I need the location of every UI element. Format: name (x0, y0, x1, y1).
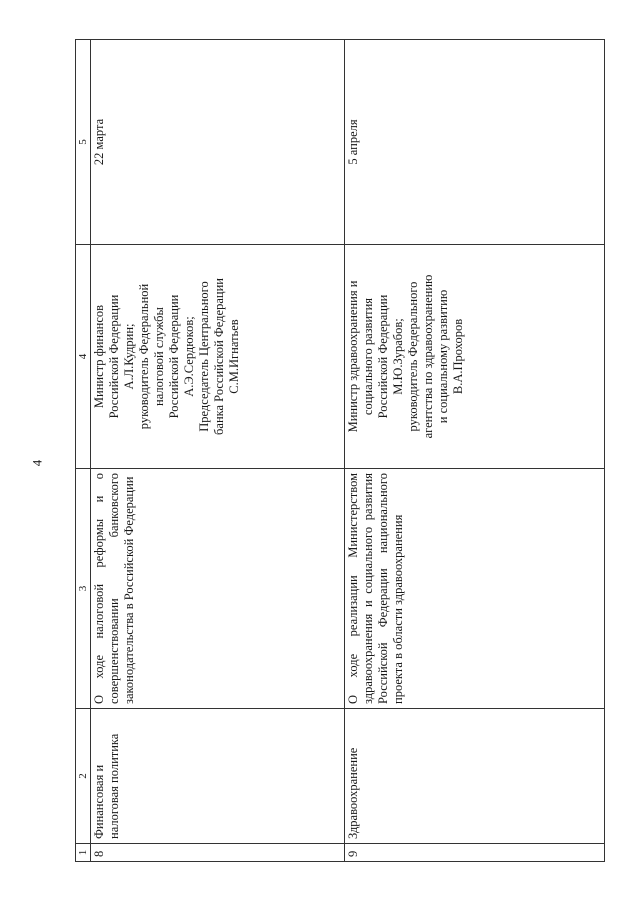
speaker-line: Председатель Центрального (197, 281, 211, 432)
speaker-line: Российской Федерации (107, 294, 121, 419)
date-cell: 22 марта (91, 40, 345, 245)
speaker-line: налоговой службы (152, 307, 166, 406)
column-header: 5 (76, 40, 91, 245)
rotated-table-frame (75, 40, 605, 862)
column-header: 2 (76, 709, 91, 844)
column-header: 4 (76, 245, 91, 469)
schedule-table (75, 39, 605, 862)
table-row (91, 40, 345, 862)
column-header: 1 (76, 844, 91, 862)
speaker-line: агентства по здравоохранению (420, 274, 435, 439)
header-row (76, 40, 91, 862)
date-cell: 5 апреля (344, 40, 604, 245)
speaker-line: Министр финансов (92, 304, 106, 409)
area-cell: Здравоохранение (344, 709, 604, 844)
row-number: 9 (344, 844, 604, 862)
speaker-line: Министр здравоохранения и (345, 280, 360, 433)
speaker-line: Российской Федерации (375, 294, 390, 419)
speaker-line: Российской Федерации (167, 294, 181, 419)
table-row (344, 40, 604, 862)
speaker-line: и социальному развитию (435, 289, 450, 424)
topic-cell: О ходе налоговой реформы и о совершенствовании банковского законодательства в Российской Федерации (91, 469, 345, 709)
speaker-line: банка Российской Федерации (212, 278, 226, 435)
column-header: 3 (76, 469, 91, 709)
topic-cell: О ходе реализации Министерством здравоохранения и социального развития Российской Федерации национального проекта в области здравоохранения (344, 469, 604, 709)
speakers-cell (344, 245, 604, 469)
speaker-line: М.Ю.Зурабов; (390, 318, 405, 395)
speaker-line: социального развития (360, 297, 375, 416)
speaker-line: руководитель Федеральной (137, 283, 151, 430)
page-number: 4 (29, 459, 45, 467)
row-number: 8 (91, 844, 345, 862)
speaker-line: В.А.Прохоров (450, 318, 465, 395)
speaker-line: А.Э.Сердюков; (182, 316, 196, 397)
table-container (75, 40, 605, 862)
speakers-cell (91, 245, 345, 469)
speaker-line: руководитель Федерального (405, 281, 420, 432)
area-cell: Финансовая и налоговая политика (91, 709, 345, 844)
speaker-line: С.М.Игнатьев (227, 319, 241, 394)
speaker-line: А.Л.Кудрин; (122, 323, 136, 390)
